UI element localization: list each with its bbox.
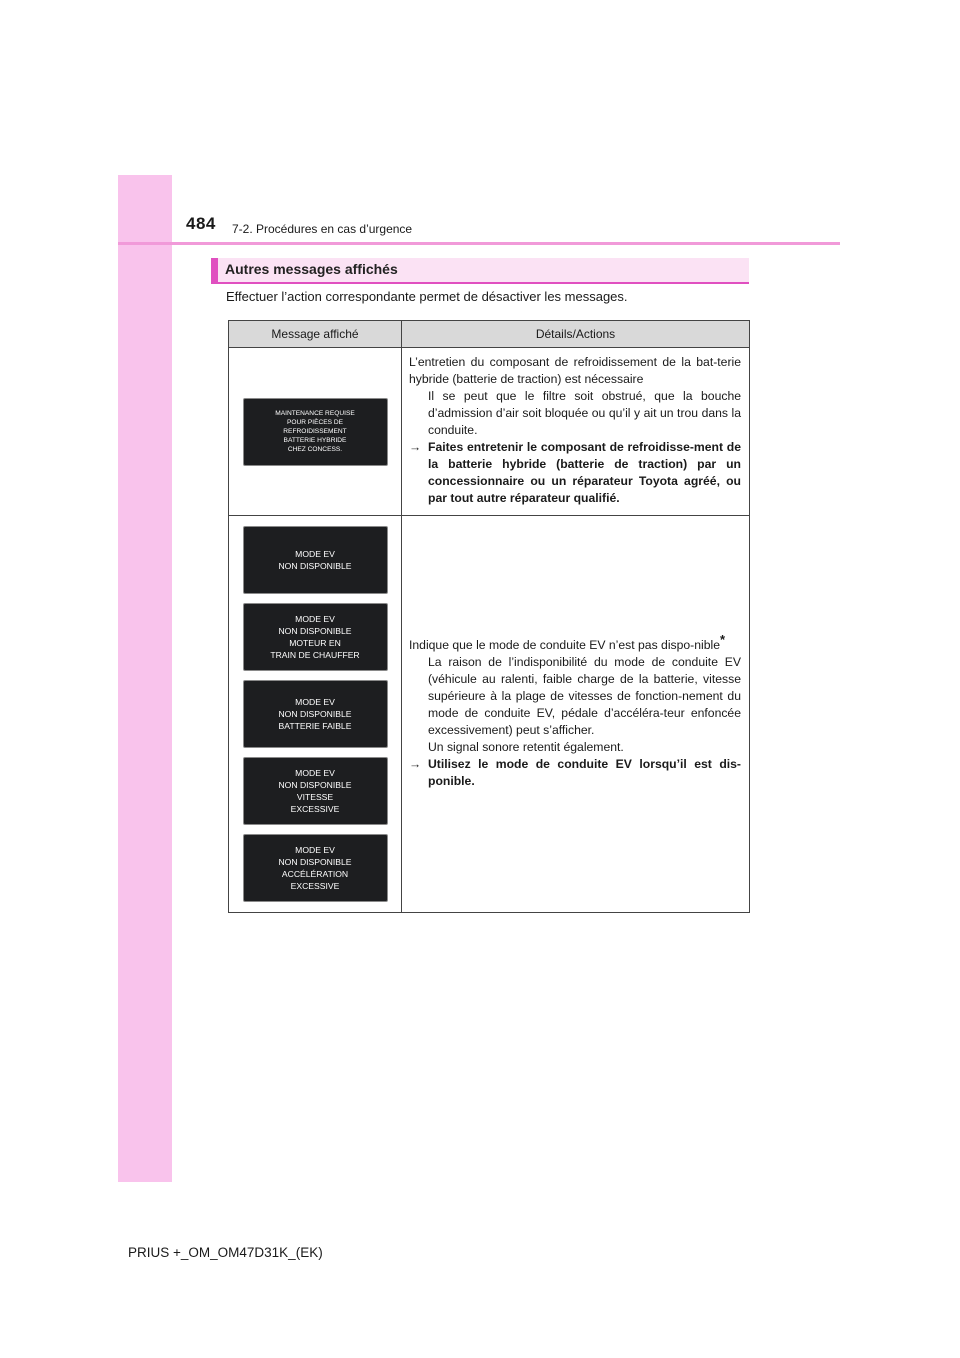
section-heading bbox=[211, 258, 749, 284]
action-text: → Faites entretenir le composant de refroidisse-ment de la batterie hybride (batterie de traction) par un concessionnaire ou un réparateur Toyota agréé, ou par tout autre réparateur qualifié. bbox=[409, 440, 741, 505]
arrow-icon: → bbox=[409, 440, 422, 454]
section-title: 7-2. Procédures en cas d’urgence bbox=[232, 222, 413, 236]
message-display-cell bbox=[229, 348, 402, 516]
detail-subtext: Un signal sonore retentit également. bbox=[428, 739, 624, 754]
action-text: → Utilisez le mode de conduite EV lorsqu’il est dis-ponible. bbox=[409, 756, 741, 788]
message-display-cell bbox=[229, 516, 402, 913]
display-ev-acceleration-excessive: MODE EV NON DISPONIBLE ACCÉLÉRATION EXCESSIVE bbox=[243, 834, 388, 902]
detail-text: L’entretien du composant de refroidissement de la bat-terie hybride (batterie de traction) est nécessaire bbox=[409, 355, 741, 386]
footer-document-code: PRIUS +_OM_OM47D31K_(EK) bbox=[128, 1245, 323, 1260]
intro-text: Effectuer l’action correspondante permet de désactiver les messages. bbox=[226, 289, 628, 304]
details-cell bbox=[402, 516, 750, 913]
table-row bbox=[229, 516, 750, 913]
display-ev-engine-warming: MODE EV NON DISPONIBLE MOTEUR EN TRAIN DE CHAUFFER bbox=[243, 603, 388, 671]
table-header-row bbox=[229, 321, 750, 348]
heading-accent-bar bbox=[211, 258, 218, 282]
footnote-asterisk: * bbox=[720, 631, 726, 647]
messages-table bbox=[228, 320, 750, 913]
column-header-details: Détails/Actions bbox=[402, 321, 750, 348]
arrow-icon: → bbox=[409, 756, 422, 771]
display-ev-speed-excessive: MODE EV NON DISPONIBLE VITESSE EXCESSIVE bbox=[243, 757, 388, 825]
side-tab-band bbox=[118, 175, 172, 1182]
detail-text: Indique que le mode de conduite EV n’est pas dispo-nible* bbox=[409, 631, 726, 652]
display-ev-unavailable: MODE EV NON DISPONIBLE bbox=[243, 526, 388, 594]
header-divider bbox=[118, 242, 840, 245]
heading-text: Autres messages affichés bbox=[225, 261, 398, 277]
display-maintenance-required: MAINTENANCE REQUISE POUR PIÈCES DE REFROIDISSEMENT BATTERIE HYBRIDE CHEZ CONCESS. bbox=[243, 398, 388, 466]
display-ev-battery-low: MODE EV NON DISPONIBLE BATTERIE FAIBLE bbox=[243, 680, 388, 748]
table-row bbox=[229, 348, 750, 516]
column-header-message: Message affiché bbox=[229, 321, 402, 348]
detail-subtext: La raison de l’indisponibilité du mode de conduite EV (véhicule au ralenti, faible charge de la batterie, vitesse supérieure à la plage de vitesses de fonction-nement du mode de conduite EV, pédale d’accéléra-teur enfoncée excessivement) peut s’afficher. bbox=[428, 654, 741, 737]
detail-subtext: Il se peut que le filtre soit obstrué, que la bouche d’admission d’air soit bloquée ou qu’il y ait un trou dans la conduite. bbox=[428, 389, 741, 437]
page-number: 484 bbox=[186, 214, 216, 233]
details-cell bbox=[402, 348, 750, 516]
